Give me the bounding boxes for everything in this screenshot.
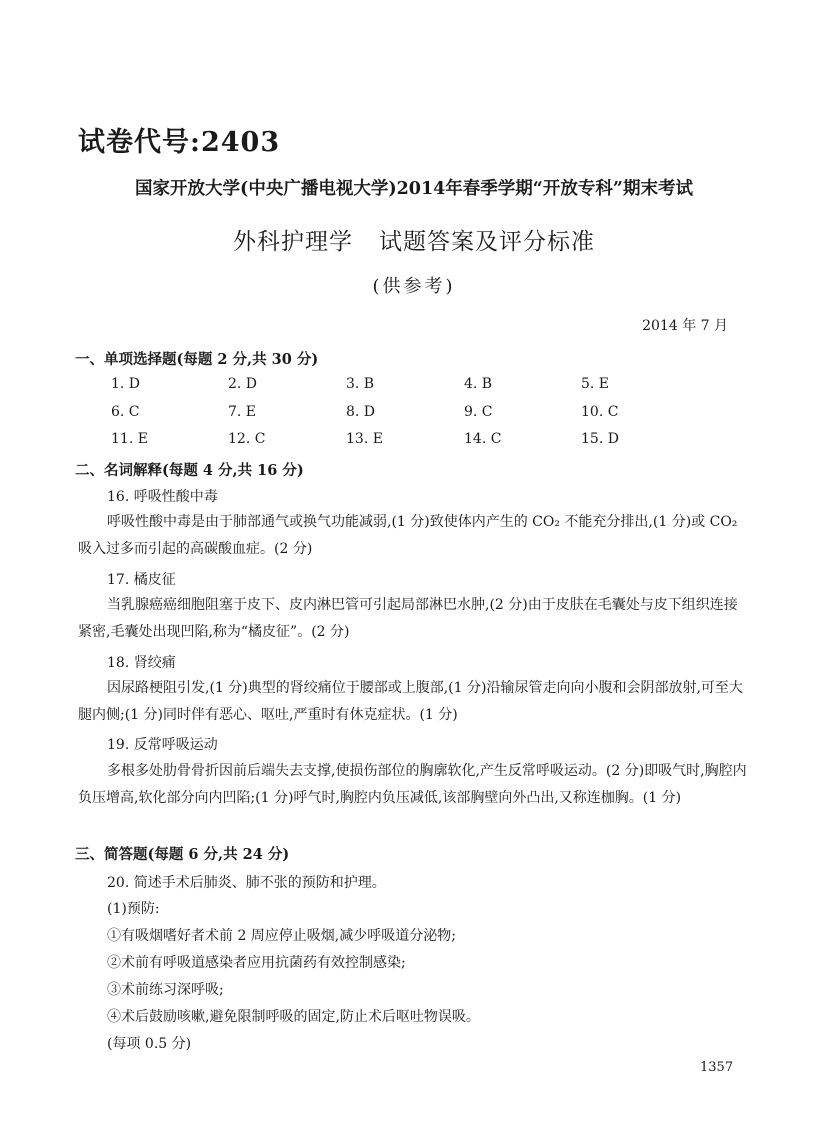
term-17-title: 17. 橘皮征 (107, 572, 176, 588)
q20-point-4: ④术后鼓励咳嗽,避免限制呼吸的固定,防止术后呕吐物误吸。 (107, 1009, 480, 1025)
answer-4: 4. B (464, 376, 493, 392)
document-title (78, 223, 750, 256)
exam-date: 2014 年 7 月 (642, 318, 728, 334)
section1-heading: 一、单项选择题(每题 2 分,共 30 分) (75, 351, 319, 368)
term-18-answer (78, 675, 750, 729)
exam-line: 国家开放大学(中央广播电视大学)2014年春季学期“开放专科”期末考试 (135, 179, 693, 199)
term-16-text: 呼吸性酸中毒是由于肺部通气或换气功能减弱,(1 分)致使体内产生的 CO₂ 不能充分排出,(1 分)或 CO₂ 吸入过多而引起的高碳酸血症。(2 分) (78, 514, 738, 557)
term-16-title: 16. 呼吸性酸中毒 (107, 489, 218, 505)
term-17-answer (78, 592, 750, 646)
q20-point-1: ①有吸烟嗜好者术前 2 周应停止吸烟,减少呼吸道分泌物; (107, 928, 456, 944)
q20-prevention-label: (1)预防: (107, 901, 160, 917)
section2-heading: 二、名词解释(每题 4 分,共 16 分) (75, 462, 304, 479)
answer-3: 3. B (346, 376, 375, 392)
answer-6: 6. C (111, 404, 140, 420)
page-number: 1357 (700, 1060, 734, 1075)
answer-13: 13. E (346, 431, 383, 447)
answer-5: 5. E (581, 376, 610, 392)
answer-2: 2. D (228, 376, 258, 392)
term-18-title: 18. 肾绞痛 (107, 655, 176, 671)
answer-11: 11. E (111, 431, 148, 447)
term-16-answer (78, 509, 750, 563)
q20-point-3: ③术前练习深呼吸; (107, 982, 224, 998)
answer-10: 10. C (581, 404, 619, 420)
answer-14: 14. C (464, 431, 502, 447)
q20-point-2: ②术前有呼吸道感染者应用抗菌药有效控制感染; (107, 955, 406, 971)
term-19-title: 19. 反常呼吸运动 (107, 737, 218, 753)
term-18-text: 因尿路梗阻引发,(1 分)典型的肾绞痛位于腰部或上腹部,(1 分)沿输尿管走向向小腹和会阴部放射,可至大腿内侧;(1 分)同时伴有恶心、呕吐,严重时有休克症状。(1 分) (78, 680, 743, 723)
title-subject: 外科护理学 (233, 229, 353, 255)
q20-score-note: (每项 0.5 分) (107, 1036, 192, 1052)
question-20: 20. 简述手术后肺炎、肺不张的预防和护理。 (107, 875, 386, 891)
answer-7: 7. E (228, 404, 257, 420)
title-doc: 试题答案及评分标准 (379, 229, 595, 255)
reference-note: (供参考) (372, 276, 456, 297)
term-19-answer (78, 758, 750, 812)
answer-9: 9. C (464, 404, 493, 420)
term-17-text: 当乳腺癌癌细胞阻塞于皮下、皮内淋巴管可引起局部淋巴水肿,(2 分)由于皮肤在毛囊处与皮下组织连接紧密,毛囊处出现凹陷,称为“橘皮征”。(2 分) (78, 597, 738, 640)
answer-12: 12. C (228, 431, 266, 447)
term-19-text: 多根多处肋骨骨折因前后端失去支撑,使损伤部位的胸廓软化,产生反常呼吸运动。(2 分)即吸气时,胸腔内负压增高,软化部分向内凹陷;(1 分)呼气时,胸腔内负压减低,该部胸壁向外凸出,又称连枷胸。(1 分) (78, 763, 747, 806)
answer-8: 8. D (346, 404, 376, 420)
answer-15: 15. D (581, 431, 619, 447)
section3-heading: 三、简答题(每题 6 分,共 24 分) (75, 846, 290, 863)
answer-1: 1. D (111, 376, 141, 392)
paper-code: 试卷代号:2403 (78, 127, 281, 158)
